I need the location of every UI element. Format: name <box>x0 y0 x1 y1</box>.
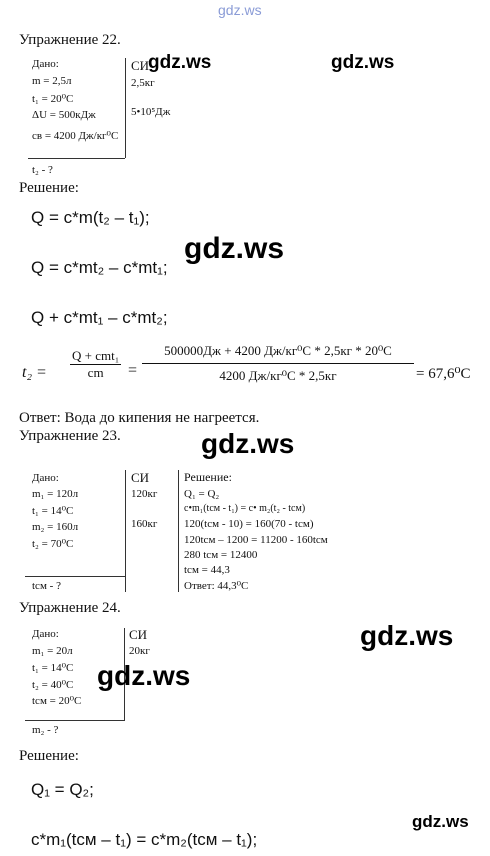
ex22-si-line: 5•10⁵Дж <box>131 106 171 118</box>
ex22-given-line: ΔU = 500кДж <box>32 109 96 121</box>
ex23-answer: Ответ: 44,3⁰С <box>184 580 249 592</box>
ex24-si-header: СИ <box>129 627 148 642</box>
watermark: gdz.ws <box>201 428 295 459</box>
watermark: gdz.ws <box>412 812 469 831</box>
formula-den-2: 4200 Дж/кг⁰С * 2,5кг <box>219 368 337 383</box>
ex22-answer: Ответ: Вода до кипения не нагреется. <box>19 410 260 426</box>
ex23-si-line: 120кг <box>131 488 158 500</box>
ex23-step: 120tсм – 1200 = 11200 - 160tсм <box>184 534 328 546</box>
ex23-step: c•m₁(tсм - t₁) = c• m₂(t₂ - tсм) <box>184 503 306 514</box>
ex24-equation: Q₁ = Q₂; <box>31 780 94 799</box>
ex23-given-line: t₁ = 14⁰С <box>32 505 74 517</box>
ex23-given-header: Дано: <box>32 472 59 484</box>
formula-fraction-1 <box>70 348 121 381</box>
ex22-given-line: t₁ = 20⁰С <box>32 93 74 105</box>
formula-result: = 67,6⁰С <box>416 366 471 382</box>
ex23-column-divider-1 <box>125 470 126 592</box>
ex24-given-header: Дано: <box>32 628 59 640</box>
formula-num-2: 500000Дж + 4200 Дж/кг⁰С * 2,5кг * 20⁰C <box>142 340 414 364</box>
formula-equals: = <box>128 362 138 379</box>
ex22-given-line: m = 2,5л <box>32 75 72 87</box>
ex24-solution-label: Решение: <box>19 748 79 764</box>
ex24-given-line: t₂ = 40⁰С <box>32 679 74 691</box>
watermark: gdz.ws <box>360 620 454 651</box>
ex22-si-header: СИ <box>131 58 150 73</box>
ex23-step: 280 tсм = 12400 <box>184 549 258 561</box>
ex23-find: tсм - ? <box>32 580 61 592</box>
ex23-si-line: 160кг <box>131 518 158 530</box>
ex23-step: Q₁ = Q₂ <box>184 488 220 500</box>
ex22-equation: Q = c*m(t₂ – t₁); <box>31 208 150 227</box>
formula-num-1: Q + cmt₁ <box>72 348 120 363</box>
ex24-given-line: tсм = 20⁰С <box>32 695 82 707</box>
exercise-22-title: Упражнение 22. <box>19 32 121 48</box>
ex22-given-header: Дано: <box>32 58 59 70</box>
formula-fraction-2 <box>142 340 414 384</box>
ex24-given-line: t₁ = 14⁰С <box>32 662 74 674</box>
ex24-equation: c*m₁(tсм – t₁) = c*m₂(tсм – t₁); <box>31 830 258 849</box>
exercise-24-title: Упражнение 24. <box>19 600 121 616</box>
watermark-top: gdz.ws <box>218 2 262 18</box>
ex24-si-line: 20кг <box>129 645 150 657</box>
ex23-column-divider-2 <box>178 470 179 592</box>
ex22-si-line: 2,5кг <box>131 77 155 89</box>
ex24-given-line: m₁ = 20л <box>32 645 73 657</box>
ex24-find-divider <box>25 720 125 721</box>
ex22-solution-label: Решение: <box>19 180 79 196</box>
formula-den-1: cm <box>87 365 104 380</box>
ex22-given-line: cв = 4200 Дж/кг⁰С <box>32 130 119 142</box>
ex23-given-line: m₁ = 120л <box>32 488 79 500</box>
ex23-given-line: m₂ = 160л <box>32 521 79 533</box>
ex23-solution-header: Решение: <box>184 470 232 484</box>
watermark: gdz.ws <box>184 232 285 265</box>
ex23-si-header: СИ <box>131 470 150 485</box>
watermark: gdz.ws <box>97 660 191 691</box>
ex24-find: m₂ - ? <box>32 724 59 736</box>
exercise-23-title: Упражнение 23. <box>19 428 121 444</box>
ex22-column-divider <box>125 58 126 158</box>
ex23-find-divider <box>25 576 125 577</box>
ex22-equation: Q + c*mt₁ – c*mt₂; <box>31 308 168 327</box>
ex23-step: 120(tсм - 10) = 160(70 - tсм) <box>184 518 314 530</box>
watermark: gdz.ws <box>148 52 212 73</box>
formula-lhs: t₂ = <box>22 364 47 381</box>
ex23-given-line: t₂ = 70⁰С <box>32 538 74 550</box>
ex22-find-divider <box>28 158 125 159</box>
watermark: gdz.ws <box>331 52 395 73</box>
ex23-step: tсм = 44,3 <box>184 564 230 576</box>
ex22-equation: Q = c*mt₂ – c*mt₁; <box>31 258 168 277</box>
ex22-find: t₂ - ? <box>32 164 53 176</box>
